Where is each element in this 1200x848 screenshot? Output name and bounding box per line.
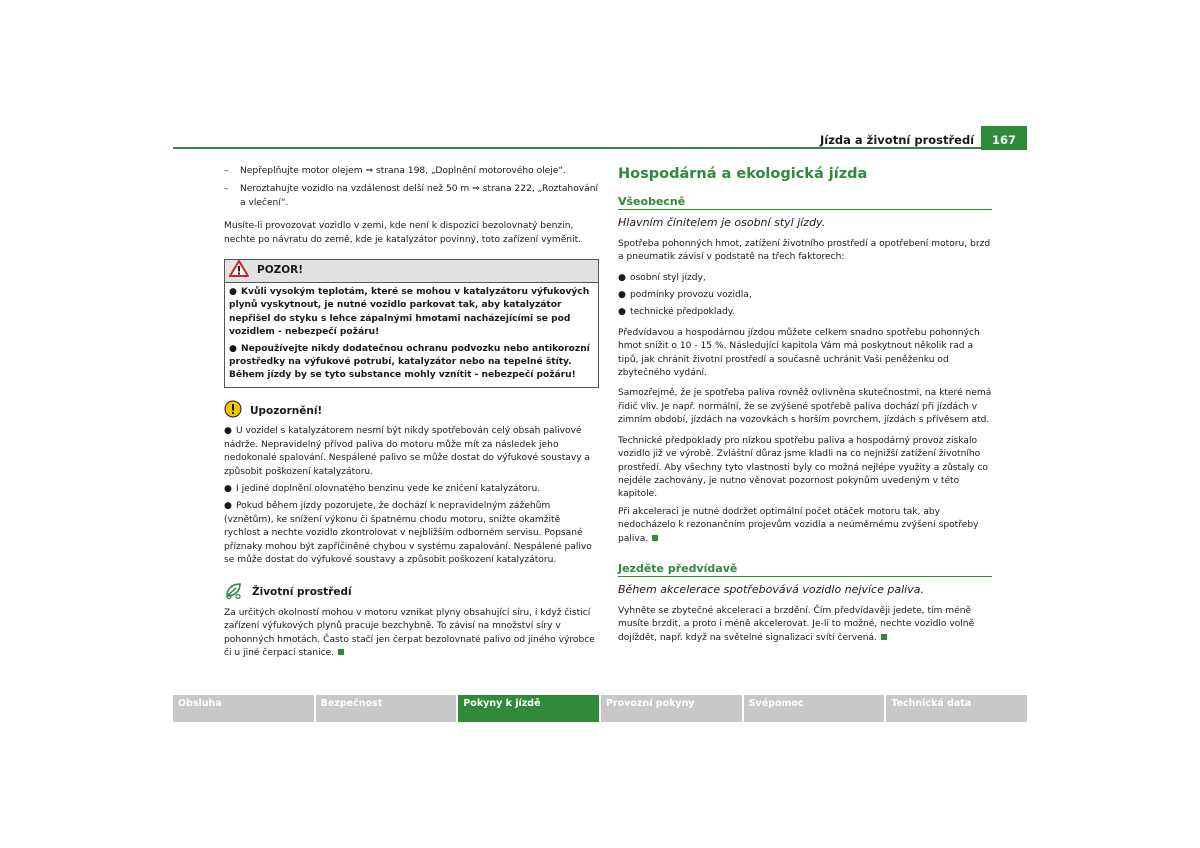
warning-box: [224, 259, 599, 388]
general-paragraph-2: Předvídavou a hospodárnou jízdou můžete celkem snadno spotřebu pohonných hmot snížit o 10 - 15 %. Následující kapitola Vám má poskytnout několik rad a tipů, jak chránit životní prostředí a současně uchránit Vaši peněženku od zbytečného vydání.: [618, 327, 980, 379]
anticipate-paragraph: Vyhněte se zbytečné akceleraci a brzdění. Čím předvídavěji jedete, tím méně musíte brzdit, a proto i méně akcelerovat. Je-li to možné, nechte vozidlo volně dojíždět, např. když na světelné signalizaci svítí červená.: [618, 605, 975, 643]
end-of-section-icon: [652, 535, 658, 541]
tab-technicka-data[interactable]: Technická data: [886, 695, 1027, 722]
environment-text: Za určitých okolností mohou v motoru vznikat plyny obsahující síru, i když čisticí zařízení výfukových plynů pracuje bezchybně. To závisí na množství síry v pohonných hmotách. Často stačí jen čerpat bezolovnaté palivo od jiného výrobce či u jiné čerpací stanice.: [224, 607, 595, 658]
subsection-heading-anticipate: Jezděte předvídavě: [618, 562, 992, 577]
anticipate-lead: Během akcelerace spotřebovává vozidlo nejvíce paliva.: [618, 583, 924, 597]
caution-item: ● I jediné doplnění olovnatého benzinu vede ke zničení katalyzátoru.: [224, 483, 541, 494]
tab-pokyny-k-jizde[interactable]: Pokyny k jízdě: [458, 695, 599, 722]
warning-header: [225, 260, 598, 283]
general-paragraph-5: Při akceleraci je nutné dodržet optimální počet otáček motoru tak, aby nedocházelo k rezonančním projevům vozidla a neúměrnému zvýšení spotřeby paliva.: [618, 506, 979, 544]
section-title: Hospodárná a ekologická jízda: [618, 166, 868, 182]
general-lead: Hlavním činitelem je osobní styl jízdy.: [618, 216, 826, 230]
end-of-section-icon: [338, 649, 344, 655]
general-paragraph-4: Technické předpoklady pro nízkou spotřebu paliva a hospodárný provoz ziskalo vozidlo již ve výrobě. Zvláštní důraz jsme kladli na co nejnižší zatížení životního prostředí. Aby všechny tyto vlastnosti byly co možná nejlépe využity a zůstaly co nejdéle zachovány, je nutno věnovat pozornost pokynům uvedeným v této kapitole.: [618, 435, 988, 500]
end-of-section-icon: [881, 634, 887, 640]
environment-leaf-icon: [224, 581, 244, 604]
factor-item: ● technické předpoklady.: [618, 307, 735, 318]
intro-paragraph: Musíte-li provozovat vozidlo v zemi, kde není k dispozici bezolovnatý benzin, nechte po návratu do země, kde je katalyzátor povinný, toto zařízení vyměnit.: [224, 221, 582, 245]
tab-provozni-pokyny[interactable]: Provozní pokyny: [601, 695, 742, 722]
tab-bezpecnost[interactable]: Bezpečnost: [316, 695, 457, 722]
caution-item: ● U vozidel s katalyzátorem nesmí být nikdy spotřebován celý obsah palivové nádrže. Nepravidelný přívod paliva do motoru může mít za následek jeho nedokonalé spalování. Nespálené palivo se může dostat do výfukové soustavy a způsobit poškození katalyzátoru.: [224, 426, 591, 477]
tab-obsluha[interactable]: Obsluha: [173, 695, 314, 722]
left-column: [224, 165, 599, 660]
caution-item: ● Pokud během jízdy pozorujete, že dochází k nepravidelným zážehům (vznětům), ke snížení výkonu či špatnému chodu motoru, snižte okamžitě rychlost a nechte vozidlo zkontrolovat v nejbližším odborném servisu. Popsané příznaky mohou být zapříčiněné chybou v systému zapalování. Nespálené palivo se může dostat do výfukové soustavy a způsobit poškození katalyzátoru.: [224, 501, 592, 565]
subsection-heading-general: Všeobecně: [618, 195, 992, 210]
chapter-nav: [173, 695, 1027, 722]
right-column: [618, 165, 992, 645]
environment-header: [224, 581, 599, 604]
warning-body: [225, 283, 598, 387]
general-paragraph-1: Spotřeba pohonných hmot, zatížení životního prostředí a opotřebení motoru, brzd a pneumatik závisí v podstatě na třech faktorech:: [618, 238, 991, 263]
tab-svepomoc[interactable]: Svépomoc: [744, 695, 885, 722]
caution-title: Upozornění!: [250, 404, 323, 417]
exclamation-circle-icon: [224, 400, 242, 423]
factor-item: ● podmínky provozu vozidla,: [618, 290, 752, 301]
header-rule: [173, 147, 981, 149]
warning-triangle-icon: [229, 260, 249, 282]
caution-header: [224, 400, 599, 423]
page-number: 167: [981, 126, 1027, 150]
warning-item: ● Nepoužívejte nikdy dodatečnou ochranu podvozku nebo antikorozní prostředky na výfukové potrubí, katalyzátor nebo na tepelné štíty. Během jízdy by se tyto substance mohly vznítit - nebezpečí požáru!: [229, 343, 590, 381]
dash-list-item: – Nepřeplňujte motor olejem ⇒ strana 198, „Doplnění motorového oleje“.: [224, 166, 566, 176]
warning-title: POZOR!: [257, 264, 304, 277]
general-paragraph-3: Samozřejmě, že je spotřeba paliva rovněž ovlivněna skutečnostmi, na které nemá řidič vliv. Je např. normální, že se zvýšené spotřebě paliva dochází při jízdách v zimním období, jízdách na vozovkách s horším povrchem, jízdách s přívěsem atd.: [618, 388, 992, 426]
running-header: Jízda a životní prostředí: [820, 133, 975, 147]
factor-item: ● osobní styl jízdy,: [618, 272, 706, 283]
environment-title: Životní prostředí: [252, 586, 352, 599]
dash-list-item: – Neroztahujte vozidlo na vzdálenost delší než 50 m ⇒ strana 222, „Roztahování a vlečení“.: [224, 184, 598, 208]
warning-item: ● Kvůli vysokým teplotám, které se mohou v katalyzátoru výfukových plynů vyskytnout, je nutné vozidlo parkovat tak, aby katalyzátor nepřišel do styku s lehce zápalnými hmotami nacházejícími se pod vozidlem - nebezpečí požáru!: [229, 287, 590, 338]
